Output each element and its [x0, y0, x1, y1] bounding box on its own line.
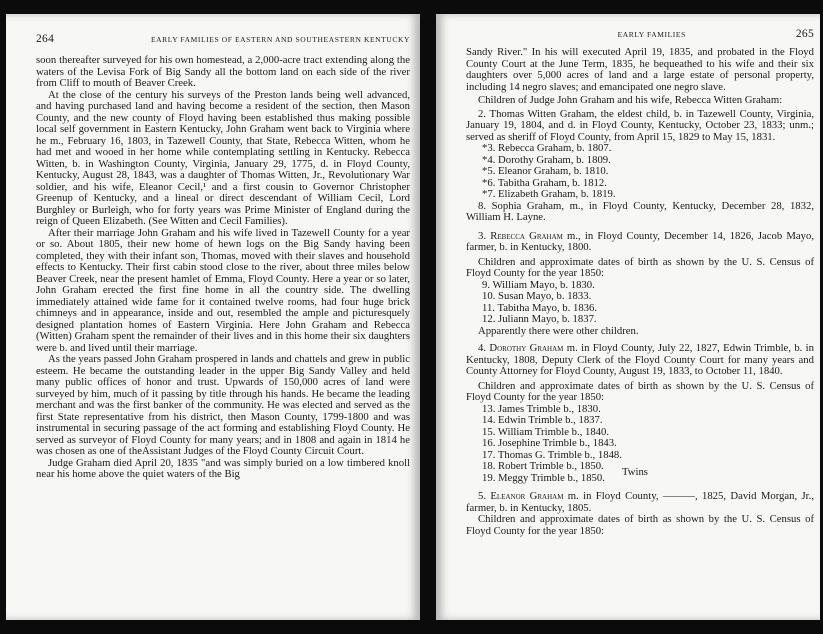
trimble-children-list [466, 404, 814, 485]
entry-number: 3. [478, 229, 487, 242]
right-page [436, 14, 820, 620]
list-item: *3. Rebecca Graham, b. 1807. [482, 142, 612, 154]
right-page-number: 265 [795, 28, 814, 40]
list-item: *7. Elizabeth Graham, b. 1819. [482, 188, 616, 200]
entry-number: 5. [478, 490, 487, 502]
paragraph: Judge Graham died April 20, 1835 "and was simply buried on a low timbered knoll near his home above the quiet waters of the Big [36, 456, 410, 480]
twins-note: Twins [622, 465, 648, 478]
mayo-children-list [466, 280, 814, 338]
left-page-number: 264 [36, 33, 55, 45]
list-item: 14. Edwin Trimble b., 1837. [482, 414, 603, 426]
left-body-text [36, 55, 410, 481]
list-item: 9. William Mayo, b. 1830. [482, 278, 595, 291]
left-running-head [36, 33, 410, 45]
entry-text: m., in Floyd County, December 14, 1826, Jacob Mayo, farmer, b. in Kentucky, 1800. [466, 229, 814, 253]
paragraph: After their marriage John Graham and his wife lived in Tazewell County for a year or so. About 1805, their new home of hewn logs on the Big Sandy having been completed, they with their infant son, Thomas, moved with their slaves and household effects to Kentucky. Their first cabin stood close to the river, about three miles below Beaver Creek, near the present hamlet of Emma, Floyd County. Here a year or so later, John Graham erected the first fine home in all the country side. The dwelling immediately attained wide fame for it contained twelve rooms, had four huge brick chimneys and in appearance, inside and out, resembled the ample and picturesquely designed plantation homes of Eastern Virginia. Here John Graham and Rebecca (Witten) Graham spent the remainder of their lives and in this home their six daughters were b. and lived until their marriage. [36, 226, 410, 354]
paragraph: soon thereafter surveyed for his own homestead, a 2,000-acre tract extending along the waters of the Levisa Fork of Big Sandy all the bottom land on each side of the river from Cliff to mouth of Beaver Creek. [36, 54, 410, 89]
list-item: 15. William Trimble b., 1840. [482, 425, 610, 438]
list-item: 18. Robert Trimble b., 1850. [482, 460, 604, 472]
entry-text: m. in Floyd County, ———, 1825, David Morgan, Jr., farmer, b. in Kentucky, 1805. [466, 490, 814, 514]
entry-name: Eleanor Graham [490, 490, 564, 502]
right-running-head [466, 28, 814, 40]
paragraph: At the close of the century his surveys of the Preston lands being well advanced, and having purchased land and having become a resident of the section, then Mason County, and the new county of Floyd having been established thus making possible local self government in Eastern Kentucky, John Graham went back to Virginia where he m., February 16, 1803, in Tazewell County, that State, Rebecca Witten, whom he had met and wooed in her home while contemplating settling in Kentucky. Rebecca Witten, b. in Washington County, Virginia, January 29, 1775, d. in Floyd County, Kentucky, August 28, 1843, was a daughter of Thomas Witten, Jr., Revolutionary War soldier, and his wife, Eleanor Cecil,¹ and a first cousin to Governor Christopher Greenup of Kentucky, and a lineal or direct descendant of William Cecil, Lord Burghley or Burleigh, who for forty years was Prime Minister of England during the reign of Queen Elizabeth. (See Witten and Cecil Families). [36, 88, 410, 227]
paragraph: As the years passed John Graham prospered in lands and chattels and grew in public esteem. He became the outstanding leader in the upper Big Sandy Valley and held many public offices of honor and trust. Upwards of 150,000 acres of land were surveyed by him, much of it passing by title through his hands. He became the leading merchant and was the first banker of the community. He was elected and served as the first State representative from his district, then Mason County, 1799-1800 and was instrumental in securing passage of the act forming and establishing Floyd County. He served as surveyor of Floyd County for many years; and in 1808 and again in 1814 he was chosen as one of theAssistant Judges of the Floyd County Circuit Court. [36, 353, 410, 457]
eleanor-paragraph [466, 491, 814, 514]
list-item: *6. Tabitha Graham, b. 1812. [482, 176, 607, 189]
list-item: 13. James Trimble b., 1830. [482, 402, 601, 415]
entry-name: Dorothy Graham [489, 342, 564, 354]
list-item: 17. Thomas G. Trimble b., 1848. [482, 448, 622, 461]
paragraph: Children and approximate dates of birth as shown by the U. S. Census of Floyd County for the year 1850: [466, 255, 814, 279]
left-page [6, 14, 420, 620]
paragraph: Children and approximate dates of birth as shown by the U. S. Census of Floyd County for the year 1850: [466, 513, 814, 537]
list-item: *4. Dorothy Graham, b. 1809. [482, 153, 611, 166]
note-text: Apparently there were other children. [478, 324, 639, 337]
list-item: 11. Tabitha Mayo, b. 1836. [482, 301, 598, 314]
right-header-title: EARLY FAMILIES [617, 30, 686, 39]
entry-name: Rebecca Graham [490, 229, 563, 242]
right-body-text [466, 47, 814, 143]
list-item: 12. Juliann Mayo, b. 1837. [482, 313, 597, 325]
rebecca-paragraph [466, 231, 814, 254]
graham-children-list [466, 143, 814, 201]
entry-number: 4. [478, 342, 487, 354]
list-item: *5. Eleanor Graham, b. 1810. [482, 165, 609, 177]
list-item: 19. Meggy Trimble b., 1850. [482, 471, 605, 484]
list-item: 16. Josephine Trimble b., 1843. [482, 437, 617, 449]
paragraph: Sandy River." In his will executed April 19, 1835, and probated in the Floyd County Court at the June Term, 1835, he bequeathed to his wife and their six daughters over 5,000 acres of land and a large estate of personal property, including 14 negro slaves; and emancipated one negro slave. [466, 46, 814, 93]
paragraph: 2. Thomas Witten Graham, the eldest child, b. in Tazewell County, Virginia, January 19, 1804, and d. in Floyd County, Kentucky, October 23, 1833; unm.; served as sheriff of Floyd County, from April 15, 1829 to May 15, 1831. [466, 107, 814, 143]
right-body-text-3 [466, 343, 814, 404]
entry-text: m. in Floyd County, July 22, 1827, Edwin Trimble, b. in Kentucky, 1808, Deputy Clerk of the Floyd County Court for many years and County Attorney for Floyd County, August 19, 1833, to October 11, 1840. [466, 342, 814, 377]
dorothy-paragraph [466, 343, 814, 378]
paragraph: Children and approximate dates of birth as shown by the U. S. Census of Floyd County for the year 1850: [466, 379, 814, 403]
paragraph: 8. Sophia Graham, m., in Floyd County, Kentucky, December 28, 1832, William H. Layne. [466, 199, 814, 223]
list-item: 10. Susan Mayo, b. 1833. [482, 290, 592, 302]
right-body-text-2 [466, 201, 814, 280]
right-body-text-4 [466, 491, 814, 537]
paragraph: Children of Judge John Graham and his wife, Rebecca Witten Graham: [478, 94, 783, 106]
left-header-title: EARLY FAMILIES OF EASTERN AND SOUTHEASTERN KENTUCKY [150, 35, 410, 44]
